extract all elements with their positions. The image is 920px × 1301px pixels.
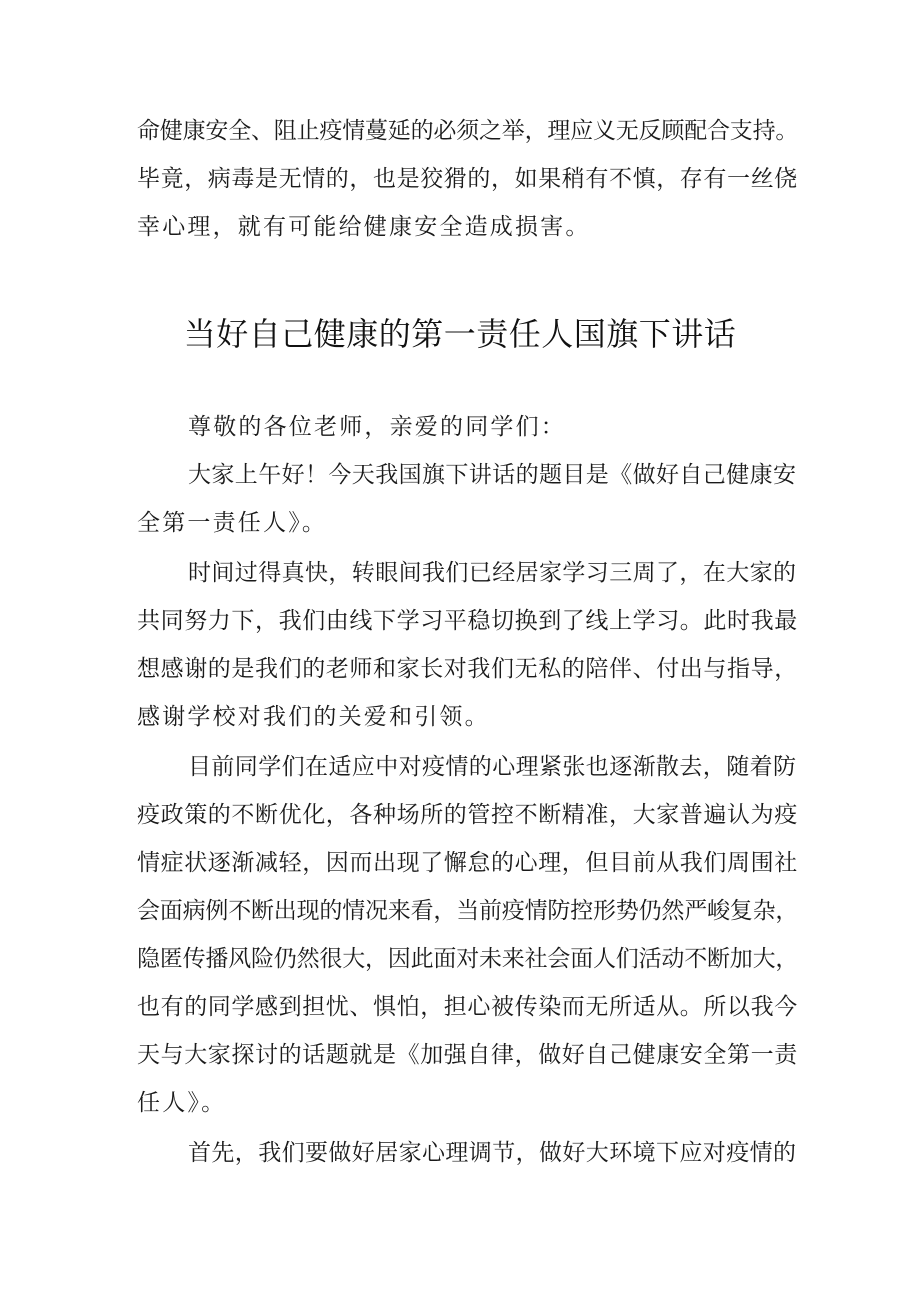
paragraph-3-line-3: 情症状逐渐减轻，因而出现了懈怠的心理，但目前从我们周围社 (137, 850, 798, 876)
salutation: 尊敬的各位老师，亲爱的同学们： (188, 414, 566, 440)
paragraph-2-line-3: 想感谢的是我们的老师和家长对我们无私的陪伴、付出与指导， (137, 656, 798, 682)
paragraph-4-line-1: 首先，我们要做好居家心理调节，做好大环境下应对疫情的 (188, 1140, 797, 1166)
paragraph-3-line-6: 也有的同学感到担忧、惧怕，担心被传染而无所适从。所以我今 (137, 994, 798, 1020)
paragraph-3-line-4: 会面病例不断出现的情况来看，当前疫情防控形势仍然严峻复杂， (137, 898, 799, 924)
page-title: 当好自己健康的第一责任人国旗下讲话 (183, 315, 737, 353)
paragraph-2-line-2: 共同努力下，我们由线下学习平稳切换到了线上学习。此时我最 (137, 608, 798, 634)
intro-line-3: 幸心理，就有可能给健康安全造成损害。 (137, 214, 591, 240)
paragraph-2-line-1: 时间过得真快，转眼间我们已经居家学习三周了，在大家的 (188, 560, 797, 586)
paragraph-3-line-1: 目前同学们在适应中对疫情的心理紧张也逐渐散去，随着防 (188, 754, 797, 780)
paragraph-3-line-8: 任人》。 (137, 1090, 227, 1116)
paragraph-2-line-4: 感谢学校对我们的关爱和引领。 (137, 704, 490, 730)
intro-line-2: 毕竟，病毒是无情的，也是狡猾的，如果稍有不慎，存有一丝侥 (137, 166, 798, 192)
paragraph-3-line-5: 隐匿传播风险仍然很大，因此面对未来社会面人们活动不断加大， (137, 946, 799, 972)
paragraph-1-line-2: 全第一责任人》。 (137, 510, 328, 536)
intro-line-1: 命健康安全、阻止疫情蔓延的必须之举，理应义无反顾配合支持。 (137, 118, 799, 144)
paragraph-3-line-7: 天与大家探讨的话题就是《加强自律，做好自己健康安全第一责 (137, 1042, 798, 1068)
paragraph-1-line-1: 大家上午好！今天我国旗下讲话的题目是《做好自己健康安 (188, 462, 797, 488)
paragraph-3-line-2: 疫政策的不断优化，各种场所的管控不断精准，大家普遍认为疫 (137, 802, 798, 828)
